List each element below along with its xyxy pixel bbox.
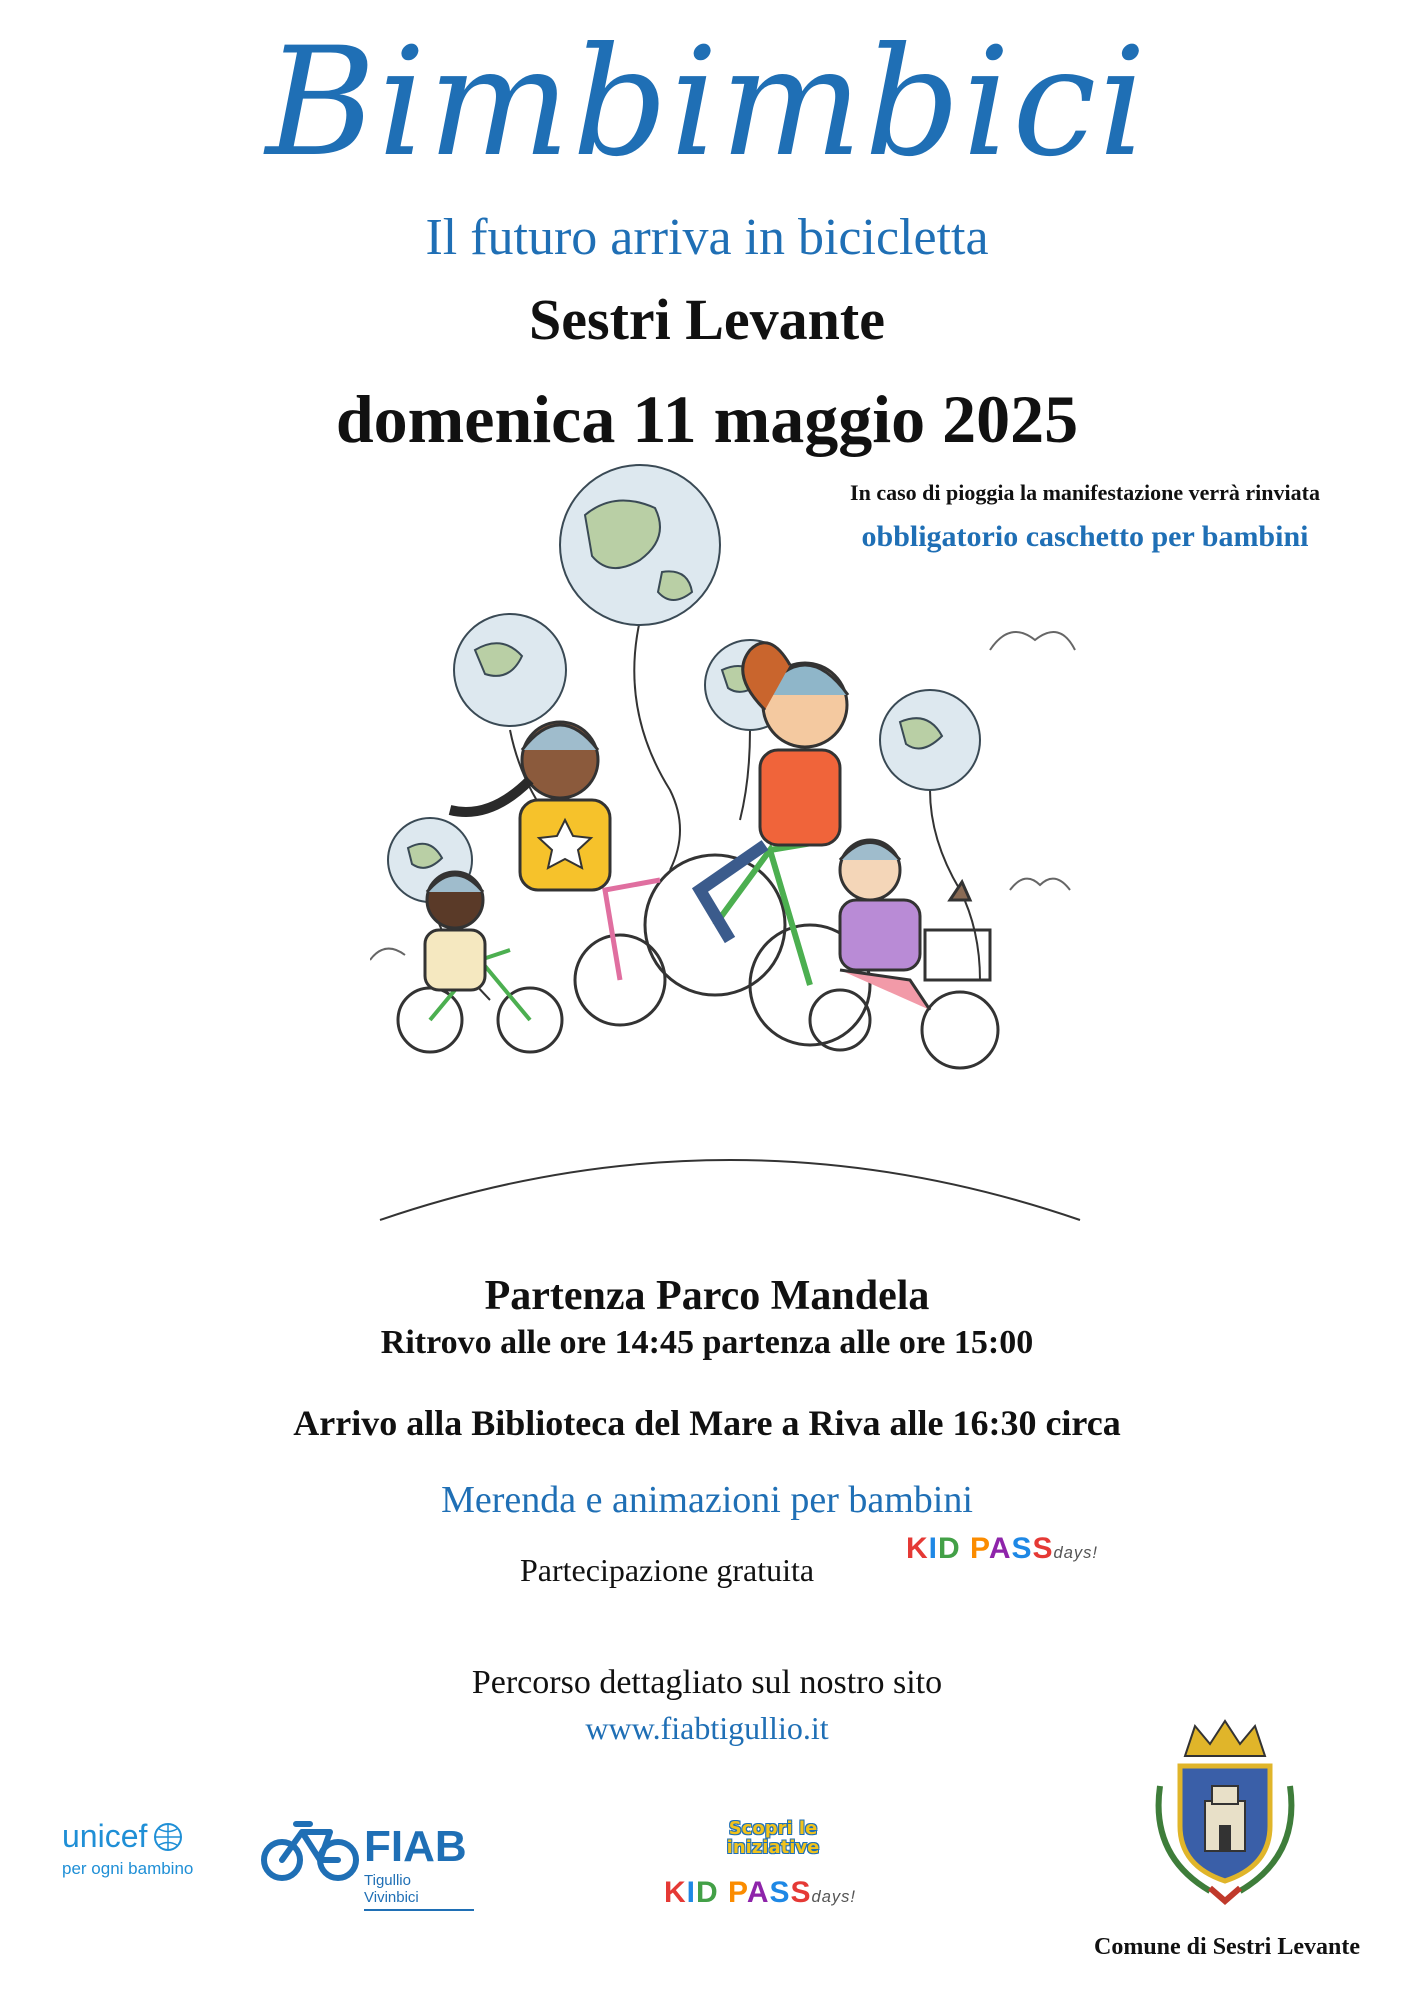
comune-label: Comune di Sestri Levante	[1094, 1934, 1360, 1960]
tower-icon	[1205, 1786, 1245, 1851]
event-city: Sestri Levante	[529, 287, 885, 352]
kidpass-letter: A	[988, 1532, 1012, 1565]
kidpass-letter: S	[1032, 1532, 1054, 1565]
fiab-sub-tigullio: Tigullio	[364, 1872, 411, 1889]
page-subtitle: Il futuro arriva in bicicletta	[425, 209, 989, 266]
kidpass-letter: P	[970, 1532, 989, 1565]
kidpass-letters	[664, 1876, 812, 1909]
crest-icon	[1150, 1716, 1300, 1906]
unicef-name: unicef	[62, 1818, 148, 1854]
kidpass-logo	[906, 1532, 1098, 1566]
route-text: Percorso dettagliato sul nostro sito	[471, 1664, 943, 1701]
scopri-line2: iniziative	[726, 1836, 820, 1858]
kids-cycling-illustration	[370, 460, 1090, 1260]
page-title: Bimbimbici	[265, 16, 1149, 190]
kidpass-letter	[961, 1532, 970, 1565]
kidpass-letter: I	[928, 1532, 939, 1565]
kidpass-days: days!	[811, 1888, 856, 1906]
kidpass-letter: K	[664, 1876, 687, 1909]
bicycle-icon	[260, 1814, 360, 1884]
start-location: Partenza Parco Mandela	[484, 1273, 930, 1319]
kidpass-letters	[906, 1532, 1054, 1565]
kidpass-letter: D	[938, 1532, 961, 1565]
kidpass-letter: K	[906, 1532, 929, 1565]
globe-balloons	[388, 465, 980, 902]
fiab-sub-vivinbici: Vivinbici	[364, 1889, 474, 1910]
event-date: domenica 11 maggio 2025	[335, 381, 1079, 457]
scopri-line1: Scopri le	[728, 1818, 818, 1839]
kidpass-days: days!	[1053, 1544, 1098, 1562]
kidpass-letter: S	[769, 1876, 791, 1909]
kidpass-letter: S	[790, 1876, 812, 1909]
scopri-iniziative-badge	[718, 1820, 828, 1858]
girl-with-basket	[810, 840, 998, 1068]
kidpass-letter: I	[686, 1876, 697, 1909]
kidpass-logo-footer	[664, 1876, 856, 1910]
unicef-logo	[62, 1818, 212, 1879]
start-time: Ritrovo alle ore 14:45 partenza alle ore 15:00	[380, 1324, 1034, 1361]
kidpass-letter: P	[728, 1876, 747, 1909]
kidpass-letter: S	[1011, 1532, 1033, 1565]
unicef-tagline: per ogni bambino	[62, 1859, 194, 1878]
snack-info: Merenda e animazioni per bambini	[441, 1479, 973, 1521]
fiab-name: FIAB	[364, 1822, 467, 1871]
arrival-info: Arrivo alla Biblioteca del Mare a Riva alle 16:30 circa	[293, 1403, 1121, 1443]
globe-icon	[153, 1822, 183, 1852]
website-link[interactable]: www.fiabtigullio.it	[585, 1710, 829, 1746]
kidpass-letter: D	[696, 1876, 719, 1909]
kidpass-letter: A	[746, 1876, 770, 1909]
fiab-logo	[260, 1800, 480, 1910]
ground-hill	[380, 1160, 1080, 1220]
rain-notice: In caso di pioggia la manifestazione verrà rinviata	[850, 480, 1320, 505]
kidpass-letter	[719, 1876, 728, 1909]
participation-note: Partecipazione gratuita	[520, 1552, 815, 1588]
helmet-notice: obbligatorio caschetto per bambini	[861, 520, 1309, 553]
